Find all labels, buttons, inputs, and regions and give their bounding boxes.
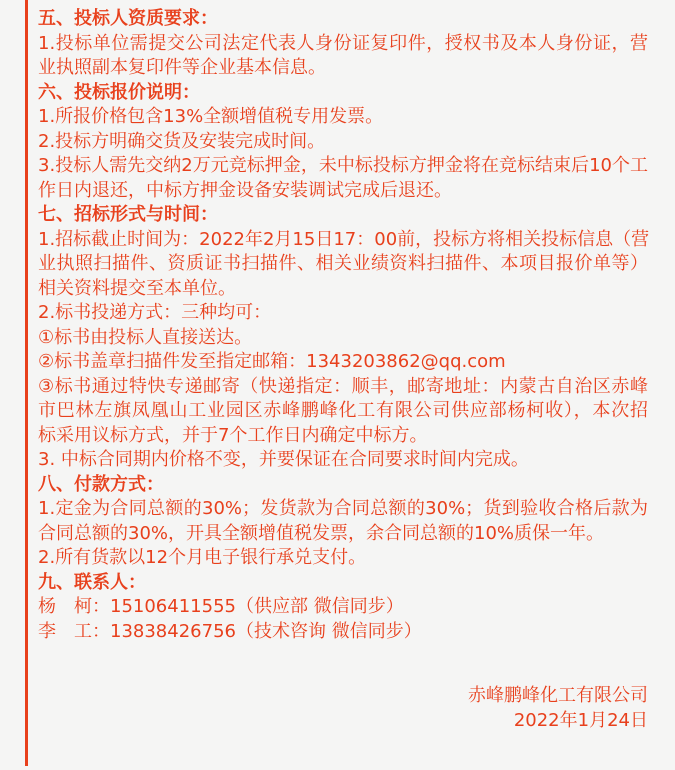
section-6-body-line: 作日内退还，中标方押金设备安装调试完成后退还。 (38, 179, 452, 201)
section-7-body-line: 1.招标截止时间为：2022年2月15日17：00前，投标方将相关投标信息（营 (38, 228, 650, 250)
section-9-heading: 九、联系人： (38, 571, 146, 593)
section-7-body-line: 相关资料提交至本单位。 (38, 277, 236, 299)
section-8-body-line: 合同总额的30%，开具全额增值税发票，余合同总额的10%质保一年。 (38, 522, 605, 544)
section-7-body-line: 业执照扫描件、资质证书扫描件、相关业绩资料扫描件、本项目报价单等） (38, 253, 648, 274)
section-7-heading: 七、招标形式与时间： (38, 204, 218, 225)
signature-block (38, 684, 648, 733)
section-8-body-line: 1.定金为合同总额的30%；发货款为合同总额的30%；货到验收合格后款为 (38, 498, 648, 519)
section-7-body-line: 2.标书投递方式：三种均可： (38, 302, 272, 323)
section-6-body-line: 2.投标方明确交货及安装完成时间。 (38, 130, 326, 152)
section-8-body-line: 2.所有货款以12个月电子银行承兑支付。 (38, 547, 367, 568)
section-7-body-line: 标采用议标方式，并于7个工作日内确定中标方。 (38, 424, 428, 446)
left-margin-rule (25, 0, 28, 766)
section-7-body-line: ③标书通过特快专递邮寄（快递指定：顺丰，邮寄地址：内蒙古自治区赤峰 (38, 375, 648, 397)
signature-date: 2022年1月24日 (513, 709, 648, 731)
tender-notice-document (38, 7, 648, 733)
section-5-body-line: 1.投标单位需提交公司法定代表人身份证复印件，授权书及本人身份证，营 (38, 32, 648, 54)
signature-company: 赤峰鹏峰化工有限公司 (468, 685, 648, 706)
section-5-body-line: 业执照副本复印件等企业基本信息。 (38, 57, 326, 78)
section-6-heading: 六、投标报价说明： (38, 81, 200, 103)
section-5-heading: 五、投标人资质要求： (38, 8, 218, 29)
section-6-body-line: 3.投标人需先交纳2万元竞标押金，未中标投标方押金将在竞标结束后10个工 (38, 155, 648, 176)
section-7-body-line-email: ②标书盖章扫描件发至指定邮箱：1343203862@qq.com (38, 351, 506, 372)
section-7-body-line: 3. 中标合同期内价格不变，并要保证在合同要求时间内完成。 (38, 449, 529, 470)
section-8-heading: 八、付款方式： (38, 473, 164, 495)
section-7-body-line: 市巴林左旗凤凰山工业园区赤峰鹏峰化工有限公司供应部杨柯收），本次招 (38, 400, 648, 421)
section-7-body-line: ①标书由投标人直接送达。 (38, 326, 253, 348)
contact-line-yang-ke: 杨 柯：15106411555（供应部 微信同步） (38, 596, 404, 617)
section-6-body-line: 1.所报价格包含13%全额增值税专用发票。 (38, 106, 384, 127)
contact-line-li-gong: 李 工：13838426756（技术咨询 微信同步） (38, 620, 422, 642)
